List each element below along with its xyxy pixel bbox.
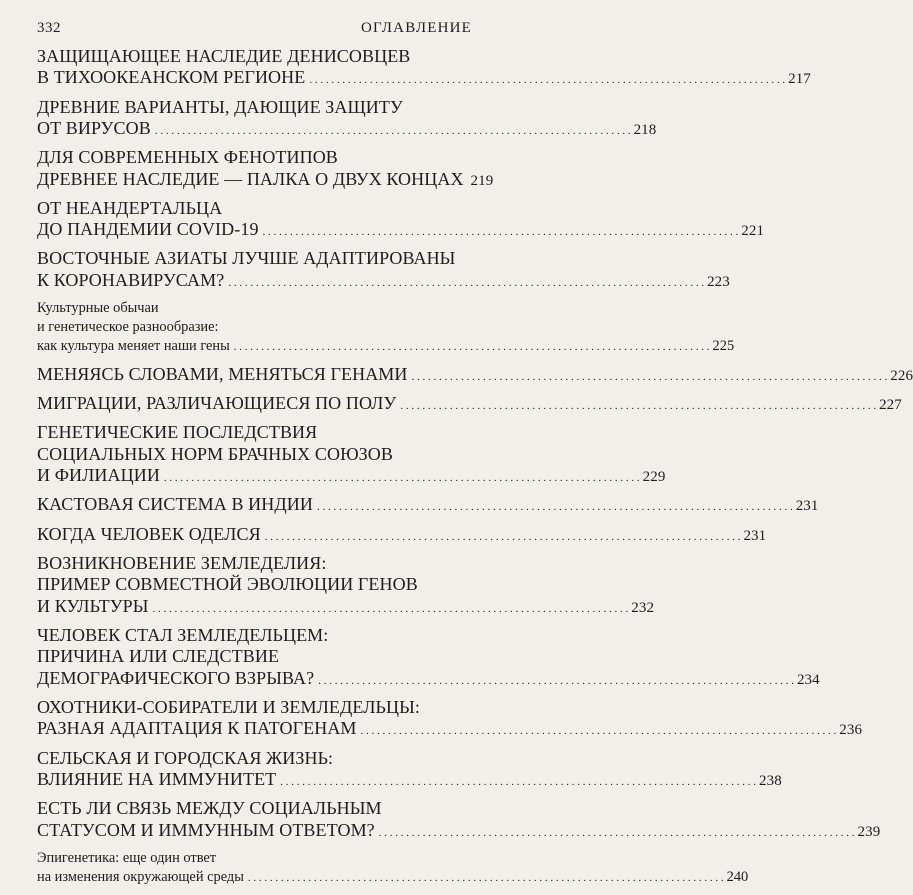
toc-entry-title: на изменения окружающей среды [37,868,244,885]
toc-entry-line [37,422,468,443]
toc-entry-line [37,318,468,337]
toc-entry-title: СТАТУСОМ И ИММУННЫМ ОТВЕТОМ? [37,819,375,840]
dot-leader [263,219,739,243]
toc-entry-title: ПРИМЕР СОВМЕСТНОЙ ЭВОЛЮЦИИ ГЕНОВ [37,574,418,595]
toc-entry-line [37,646,468,667]
toc-entry-title: ЗАЩИЩАЮЩЕЕ НАСЛЕДИЕ ДЕНИСОВЦЕВ [37,46,411,66]
toc-page-number: 225 [712,338,735,355]
toc-section-entry [37,248,730,294]
toc-entry-title: ДО ПАНДЕМИИ COVID-19 [37,219,259,240]
toc-page-number: 238 [759,772,782,789]
toc-entry-line [37,819,881,844]
toc-page-number: 231 [795,498,819,515]
dot-leader [248,868,724,888]
toc-section-entry [37,798,881,844]
toc-section-entry [37,696,863,743]
toc-page-number: 239 [857,823,881,840]
toc-section-entry [37,46,811,92]
toc-entry-line [37,46,468,67]
toc-entry-line [37,849,468,868]
toc-entry-title: МИГРАЦИИ, РАЗЛИЧАЮЩИЕСЯ ПО ПОЛУ [37,393,397,414]
toc-entry-line [37,248,468,269]
dot-leader [164,465,640,489]
toc-section-entry [37,747,782,794]
toc-page-number: 226 [890,368,913,385]
toc-entry-line [37,67,811,91]
toc-entry-line [37,768,782,793]
toc-section-entry [37,364,913,388]
toc-section-entry [37,147,494,193]
dot-leader [317,494,793,518]
toc-entry-title: ЧЕЛОВЕК СТАЛ ЗЕМЛЕДЕЛЬЦЕМ: [37,624,329,645]
toc-entry-title: РАЗНАЯ АДАПТАЦИЯ К ПАТОГЕНАМ [37,718,357,739]
toc-section-entry [37,552,655,620]
toc-entry-title: ВОЗНИКНОВЕНИЕ ЗЕМЛЕДЕЛИЯ: [37,552,327,573]
toc-section-entry [37,393,902,417]
dot-leader [280,769,756,793]
toc-entry-title: ДРЕВНИЕ ВАРИАНТЫ, ДАЮЩИЕ ЗАЩИТУ [37,96,403,117]
toc-page-number: 221 [741,223,765,240]
toc-page-number: 234 [796,671,820,688]
toc-page-number: 218 [633,122,657,139]
dot-leader [379,820,855,844]
toc-entry-title: как культура меняет наши гены [37,338,230,355]
toc-section-entry [37,494,819,518]
toc-entry-title: И КУЛЬТУРЫ [37,595,149,616]
toc-page-number: 223 [707,273,730,290]
toc-entry-line [37,364,913,388]
toc-entry-line [37,868,749,888]
toc-page-number: 217 [788,71,811,88]
page-header [37,20,472,38]
toc-entry-line [37,574,468,595]
toc-entry-title: МЕНЯЯСЬ СЛОВАМИ, МЕНЯТЬСЯ ГЕНАМИ [37,364,408,385]
toc-entry-line [37,198,468,219]
toc-entry-title: СОЦИАЛЬНЫХ НОРМ БРАЧНЫХ СОЮЗОВ [37,443,393,464]
toc-section-entry [37,197,765,244]
running-head: ОГЛАВЛЕНИЕ [361,20,472,36]
toc-entry-title: ДРЕВНЕЕ НАСЛЕДИЕ — ПАЛКА О ДВУХ КОНЦАХ [37,168,464,189]
toc-entry-line [37,337,735,357]
toc-chapter-entry [37,299,735,357]
dot-leader [361,718,837,742]
toc-entry-line [37,118,657,142]
toc-section-entry [37,523,767,548]
toc-section-entry [37,422,666,489]
toc-entry-title: ДЕМОГРАФИЧЕСКОГО ВЗРЫВА? [37,667,315,688]
toc-page-number: 227 [879,397,902,414]
toc-entry-title: ВЛИЯНИЕ НА ИММУНИТЕТ [37,768,277,789]
toc-entry-title: ВОСТОЧНЫЕ АЗИАТЫ ЛУЧШЕ АДАПТИРОВАНЫ [37,248,456,269]
toc-entry-line [37,523,767,548]
toc-page-number: 229 [642,469,666,486]
toc-entry-line [37,269,730,294]
toc-section-entry [37,624,820,692]
toc-page-number: 240 [726,868,749,885]
dot-leader [412,364,888,388]
dot-leader [309,67,785,91]
toc-entry-title: КАСТОВАЯ СИСТЕМА В ИНДИИ [37,494,313,515]
toc-entry-title: К КОРОНАВИРУСАМ? [37,269,225,290]
toc-entry-line [37,494,819,518]
dot-leader [234,337,710,357]
toc-page-number: 231 [743,527,767,544]
toc-entry-title: Культурные обычаи [37,300,159,317]
toc-entry-line [37,625,468,646]
toc-entry-line [37,393,902,417]
toc-entry-title: и генетическое разнообразие: [37,319,219,336]
dot-leader [400,393,876,417]
toc-entry-title: ГЕНЕТИЧЕСКИЕ ПОСЛЕДСТВИЯ [37,422,318,443]
toc-entry-line [37,219,765,243]
toc-page-number: 219 [470,172,494,189]
toc-entry-title: Эпигенетика: еще один ответ [37,849,217,866]
dot-leader [228,270,704,294]
dot-leader [155,118,631,142]
toc-entry-title: И ФИЛИАЦИИ [37,465,160,486]
toc-entry-line [37,97,468,118]
toc-entry-line [37,465,666,489]
toc-entry-line [37,697,468,718]
toc-entry-title: ЕСТЬ ЛИ СВЯЗЬ МЕЖДУ СОЦИАЛЬНЫМ [37,798,382,819]
dot-leader [318,668,794,692]
toc-page-number: 236 [839,722,863,739]
toc-entry-line [37,595,655,620]
page-number: 332 [37,20,61,36]
toc-entry-title: ОТ ВИРУСОВ [37,118,151,139]
toc-entry-line [37,147,468,168]
toc-entry-line [37,667,820,692]
toc-entry-line [37,553,468,574]
toc-chapter-entry [37,849,749,888]
toc-entry-title: СЕЛЬСКАЯ И ГОРОДСКАЯ ЖИЗНЬ: [37,747,334,768]
toc-entry-line [37,798,468,819]
toc-entry-title: КОГДА ЧЕЛОВЕК ОДЕЛСЯ [37,523,261,544]
toc-entry-title: ПРИЧИНА ИЛИ СЛЕДСТВИЕ [37,646,280,667]
toc-entry-line [37,299,468,318]
toc-entry-line [37,168,494,193]
toc-section-entry [37,96,657,143]
toc-entry-title: В ТИХООКЕАНСКОМ РЕГИОНЕ [37,67,306,88]
toc-entry-title: ОХОТНИКИ-СОБИРАТЕЛИ И ЗЕМЛЕДЕЛЬЦЫ: [37,696,420,717]
dot-leader [265,524,741,548]
toc-page-number: 232 [631,599,655,616]
toc-entry-line [37,748,468,769]
table-of-contents [37,46,913,895]
dot-leader [153,596,629,620]
toc-entry-line [37,444,468,465]
toc-entry-title: ДЛЯ СОВРЕМЕННЫХ ФЕНОТИПОВ [37,147,338,168]
toc-entry-line [37,718,863,742]
toc-entry-title: ОТ НЕАНДЕРТАЛЬЦА [37,197,223,218]
